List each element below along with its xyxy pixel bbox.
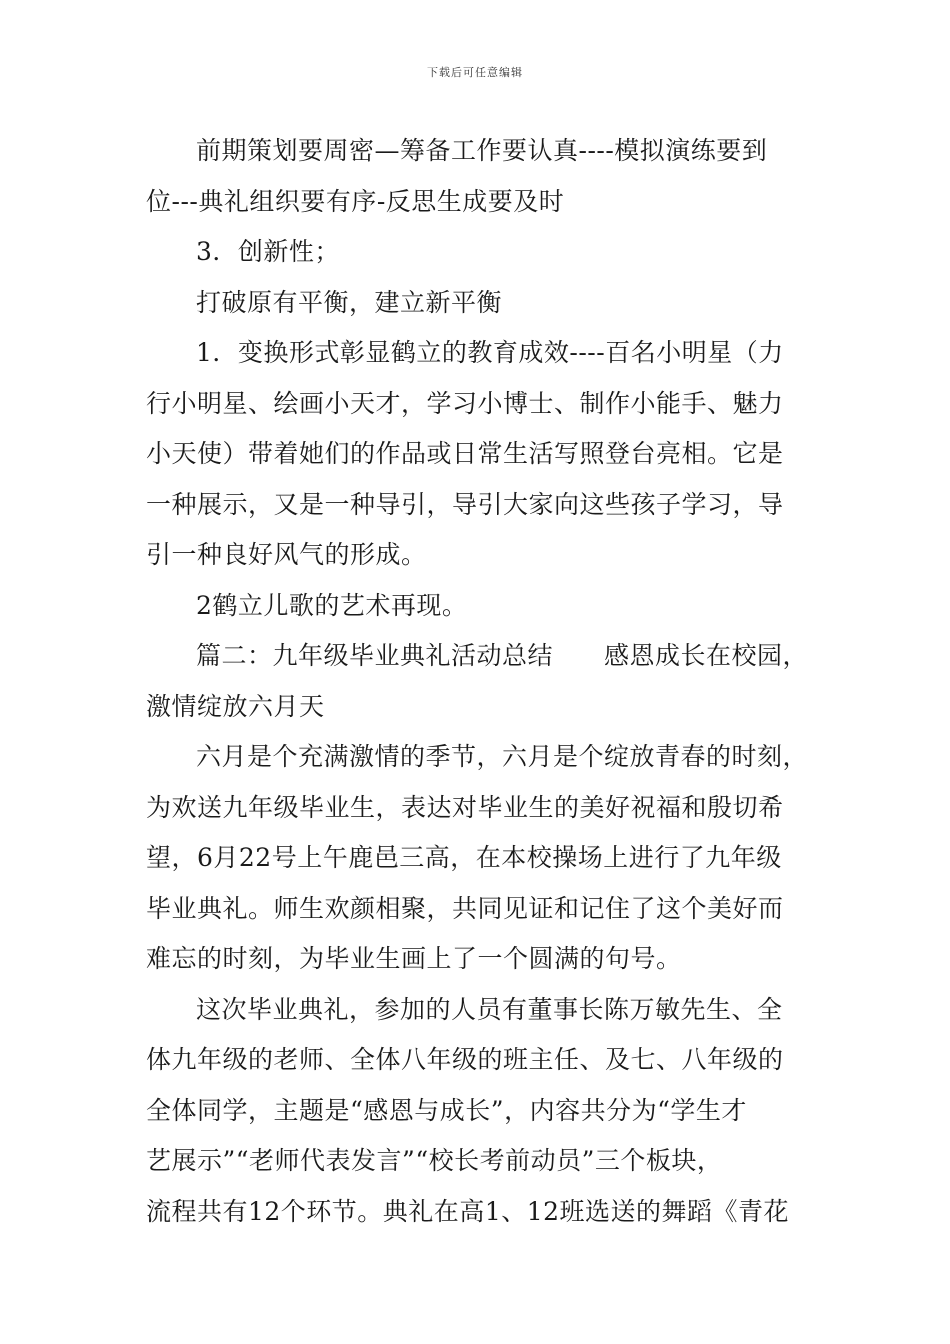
text-line: 艺展示”“老师代表发言”“校长考前动员”三个板块， bbox=[146, 1146, 723, 1175]
text-line: 难忘的时刻，为毕业生画上了一个圆满的句号。 bbox=[146, 944, 682, 973]
text-line: 激情绽放六月天 bbox=[146, 691, 325, 721]
text-line: 毕业典礼。师生欢颜相聚，共同见证和记住了这个美好而 bbox=[146, 893, 784, 923]
text-line: 全体同学，主题是“感恩与成长”，内容共分为“学生才 bbox=[146, 1095, 747, 1125]
text-line: 打破原有平衡，建立新平衡 bbox=[196, 287, 503, 317]
text-line: 1．变换形式彰显鹤立的教育成效----百名小明星（力 bbox=[196, 338, 784, 367]
document-body bbox=[146, 126, 808, 1237]
page-header: 下载后可任意编辑 bbox=[427, 66, 523, 79]
text-line: 行小明星、绘画小天才，学习小博士、制作小能手、魅力 bbox=[146, 388, 784, 418]
text-line: 体九年级的老师、全体八年级的班主任、及七、八年级的 bbox=[146, 1045, 784, 1074]
text-line: 2鹤立儿歌的艺术再现。 bbox=[196, 590, 468, 620]
text-line: 篇二：九年级毕业典礼活动总结 感恩成长在校园， bbox=[196, 641, 809, 670]
text-line: 这次毕业典礼，参加的人员有董事长陈万敏先生、全 bbox=[196, 994, 783, 1024]
text-line: 六月是个充满激情的季节，六月是个绽放青春的时刻， bbox=[196, 742, 809, 771]
text-line: 3．创新性； bbox=[196, 237, 340, 266]
text-line: 为欢送九年级毕业生，表达对毕业生的美好祝福和殷切希 bbox=[146, 792, 784, 822]
text-line: 位---典礼组织要有序-反思生成要及时 bbox=[146, 186, 565, 216]
text-line: 一种展示，又是一种导引，导引大家向这些孩子学习，导 bbox=[146, 489, 784, 519]
text-line: 望，6月22号上午鹿邑三高，在本校操场上进行了九年级 bbox=[146, 843, 782, 872]
text-line: 小天使）带着她们的作品或日常生活写照登台亮相。它是 bbox=[146, 439, 784, 468]
text-line: 流程共有12个环节。典礼在高1、12班选送的舞蹈《青花 bbox=[146, 1196, 790, 1226]
text-line: 引一种良好风气的形成。 bbox=[146, 540, 427, 569]
text-line: 前期策划要周密—筹备工作要认真----模拟演练要到 bbox=[196, 136, 768, 165]
